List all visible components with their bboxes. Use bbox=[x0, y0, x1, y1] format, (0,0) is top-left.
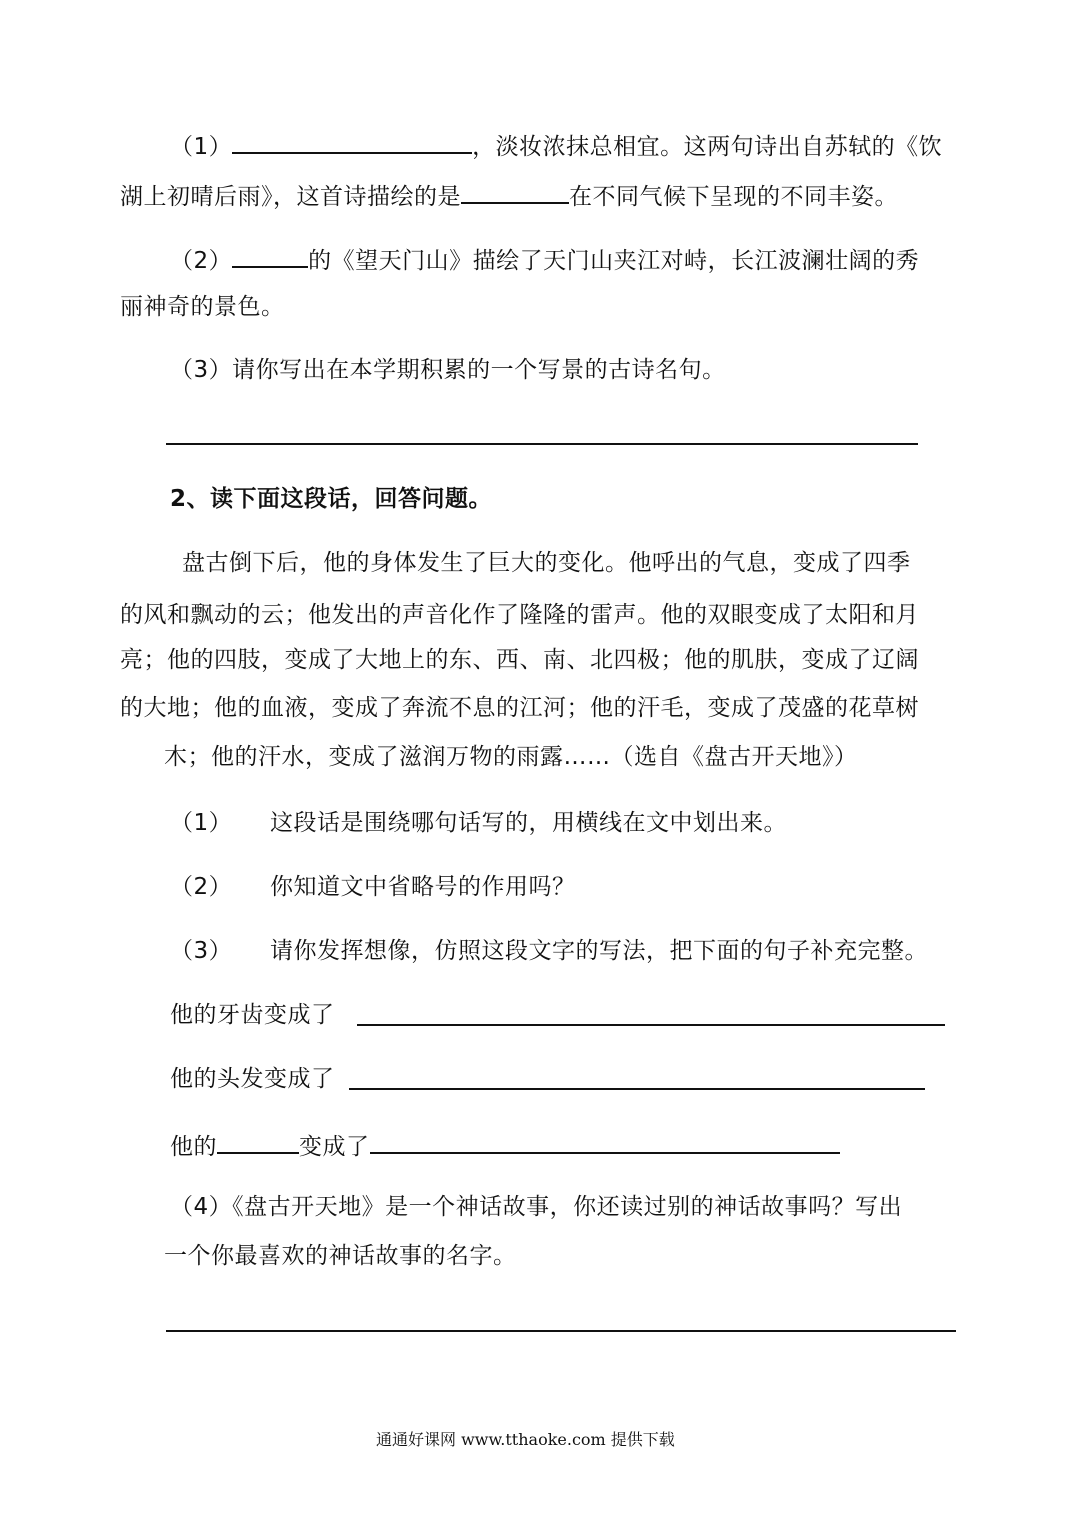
q1-item1-text-c: 在不同气候下呈现的不同丰姿。 bbox=[569, 184, 898, 210]
q1-item1-number: （1） bbox=[170, 134, 233, 160]
fill-custom-blank-part[interactable] bbox=[217, 1128, 299, 1154]
q1-item3-text: （3）请你写出在本学期积累的一个写景的古诗名句。 bbox=[170, 357, 726, 383]
passage-line-4: 的大地；他的血液，变成了奔流不息的江河；他的汗毛，变成了茂盛的花草树 bbox=[120, 695, 919, 721]
q2-sub3-text: 请你发挥想像，仿照这段文字的写法，把下面的句子补充完整。 bbox=[270, 938, 928, 964]
fill-custom-label-b: 变成了 bbox=[299, 1134, 370, 1160]
q1-item1-line1 bbox=[170, 128, 942, 162]
fill-custom-label-a: 他的 bbox=[170, 1134, 217, 1160]
fill-teeth-label: 他的牙齿变成了 bbox=[170, 1002, 335, 1028]
q1-item1-text-b: 湖上初晴后雨》，这首诗描绘的是 bbox=[120, 184, 461, 210]
q1-item2-line2: 丽神奇的景色。 bbox=[120, 294, 285, 320]
q2-sub1 bbox=[170, 808, 787, 838]
fill-custom-line bbox=[170, 1128, 840, 1162]
q1-item2-line1 bbox=[170, 242, 919, 276]
q2-sub4-line2: 一个你最喜欢的神话故事的名字。 bbox=[164, 1243, 517, 1269]
fill-hair-label: 他的头发变成了 bbox=[170, 1066, 335, 1092]
q1-item3-answer-line[interactable] bbox=[166, 443, 918, 445]
q2-sub4-answer-line[interactable] bbox=[166, 1330, 956, 1332]
passage-line-1: 盘古倒下后，他的身体发生了巨大的变化。他呼出的气息，变成了四季 bbox=[182, 550, 911, 576]
q2-sub3-number: （3） bbox=[170, 938, 233, 964]
q1-item2-number: （2） bbox=[170, 248, 233, 274]
q2-sub2 bbox=[170, 872, 576, 902]
footer-source: 通通好课网 www.tthaoke.com 提供下载 bbox=[376, 1430, 675, 1449]
q1-item1-line2 bbox=[120, 178, 898, 212]
q2-sub1-number: （1） bbox=[170, 810, 233, 836]
q2-heading: 2、读下面这段话，回答问题。 bbox=[170, 486, 493, 512]
q2-sub4-line1: （4）《盘古开天地》是一个神话故事，你还读过别的神话故事吗？写出 bbox=[170, 1194, 903, 1220]
q1-item2-text-a: 的《望天门山》描绘了天门山夹江对峙，长江波澜壮阔的秀 bbox=[308, 248, 920, 274]
q1-item1-blank-scene[interactable] bbox=[461, 178, 569, 204]
q1-item1-text-a: ，淡妆浓抹总相宜。这两句诗出自苏轼的《饮 bbox=[472, 134, 943, 160]
q2-sub3 bbox=[170, 936, 928, 966]
fill-teeth-blank[interactable] bbox=[357, 1024, 945, 1026]
q1-item2-blank-author[interactable] bbox=[232, 242, 308, 268]
passage-line-3: 亮；他的四肢，变成了大地上的东、西、南、北四极；他的肌肤，变成了辽阔 bbox=[120, 647, 919, 673]
q1-item1-blank-verse[interactable] bbox=[232, 128, 472, 154]
fill-custom-blank-result[interactable] bbox=[370, 1128, 840, 1154]
q2-sub2-number: （2） bbox=[170, 874, 233, 900]
passage-line-5: 木；他的汗水，变成了滋润万物的雨露……（选自《盘古开天地》） bbox=[164, 744, 858, 770]
q2-sub2-text: 你知道文中省略号的作用吗？ bbox=[270, 874, 576, 900]
passage-line-2: 的风和飘动的云；他发出的声音化作了隆隆的雷声。他的双眼变成了太阳和月 bbox=[120, 602, 919, 628]
q2-sub1-text: 这段话是围绕哪句话写的，用横线在文中划出来。 bbox=[270, 810, 787, 836]
fill-hair-blank[interactable] bbox=[349, 1088, 925, 1090]
